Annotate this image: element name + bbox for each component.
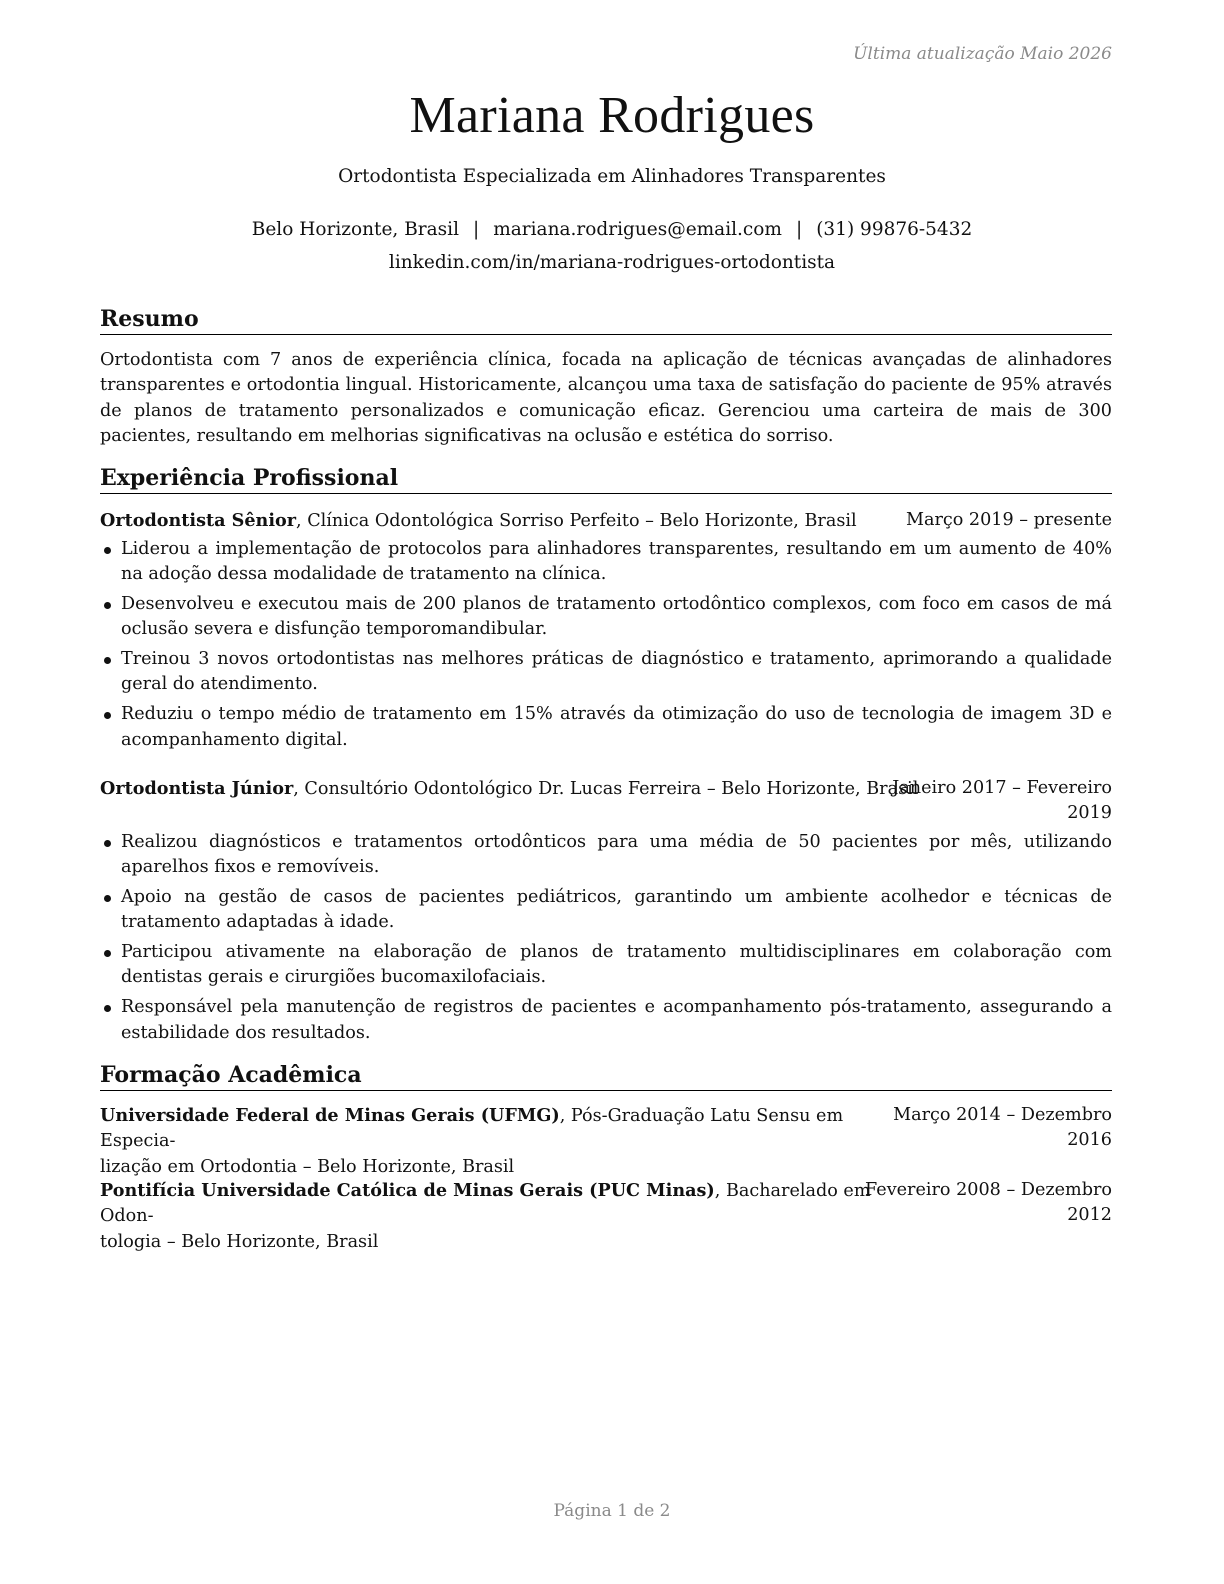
school-name: Pontifícia Universidade Católica de Minas Gerais (PUC Minas): [100, 1180, 715, 1201]
school-name: Universidade Federal de Minas Gerais (UFMG): [100, 1105, 560, 1126]
job-bullets: [100, 537, 1112, 757]
bullet-icon: [104, 840, 111, 847]
bullet-icon: [104, 657, 111, 664]
list-item: Realizou diagnósticos e tratamentos ortodônticos para uma média de 50 pacientes por mês, utilizando aparelhos fixos e removíveis.: [100, 830, 1112, 881]
section-title-experience: Experiência Profissional: [100, 464, 1112, 494]
candidate-name: Mariana Rodrigues: [409, 87, 815, 144]
list-item: Desenvolveu e executou mais de 200 planos de tratamento ortodôntico complexos, com foco em casos de má oclusão severa e disfunção temporomandibular.: [100, 592, 1112, 643]
list-item: Participou ativamente na elaboração de planos de tratamento multidisciplinares em colaboração com dentistas gerais e cirurgiões bucomaxilofaciais.: [100, 940, 1112, 991]
job-dates: Janeiro 2017 – Fevereiro 2019: [892, 778, 1112, 824]
section-title-summary: Resumo: [100, 305, 1112, 335]
job-bullets: [100, 830, 1112, 1050]
education-dates: Março 2014 – Dezembro 2016: [893, 1105, 1112, 1151]
bullet-icon: [104, 895, 111, 902]
bullet-icon: [104, 712, 111, 719]
separator: |: [795, 219, 803, 240]
section-title-education: Formação Acadêmica: [100, 1061, 1112, 1091]
bullet-icon: [104, 602, 111, 609]
degree: , Pós-Graduação Latu Sensu em Especia-: [100, 1106, 844, 1152]
job-org: , Consultório Odontológico Dr. Lucas Ferreira – Belo Horizonte, Brasil: [293, 779, 919, 799]
degree: , Bacharelado em Odon-: [100, 1181, 871, 1227]
bullet-icon: [104, 1005, 111, 1012]
separator: |: [472, 219, 480, 240]
list-item: Responsável pela manutenção de registros de pacientes e acompanhamento pós-tratamento, assegurando a estabilidade dos resultados.: [100, 995, 1112, 1046]
degree-cont: lização em Ortodontia – Belo Horizonte, Brasil: [100, 1156, 515, 1177]
page-number: Página 1 de 2: [553, 1501, 671, 1521]
job-header: [100, 776, 1112, 824]
location: Belo Horizonte, Brasil: [251, 219, 459, 240]
candidate-subtitle: Ortodontista Especializada em Alinhadores Transparentes: [338, 166, 886, 187]
education-entry: [100, 1103, 1112, 1180]
job-org: , Clínica Odontológica Sorriso Perfeito – Belo Horizonte, Brasil: [296, 511, 857, 531]
list-item: Reduziu o tempo médio de tratamento em 15% através da otimização do uso de tecnologia de imagem 3D e acompanhamento digital.: [100, 702, 1112, 753]
degree-cont: tologia – Belo Horizonte, Brasil: [100, 1231, 379, 1252]
job-role: Ortodontista Júnior: [100, 778, 294, 799]
last-updated: Última atualização Maio 2026: [853, 44, 1112, 64]
list-item: Treinou 3 novos ortodontistas nas melhores práticas de diagnóstico e tratamento, aprimorando a qualidade geral do atendimento.: [100, 647, 1112, 698]
linkedin-link[interactable]: linkedin.com/in/mariana-rodrigues-ortodontista: [388, 252, 836, 273]
bullet-icon: [104, 547, 111, 554]
education-entry: [100, 1178, 1112, 1255]
contact-line: [0, 219, 1224, 240]
job-header: [100, 508, 1112, 534]
summary-text: Ortodontista com 7 anos de experiência clínica, focada na aplicação de técnicas avançadas de alinhadores transparentes e ortodontia lingual. Historicamente, alcançou uma taxa de satisfação do paciente de 95% através de planos de tratamento personalizados e comunicação eficaz. Gerenciou uma carteira de mais de 300 pacientes, resultando em melhorias significativas na oclusão e estética do sorriso.: [100, 350, 1112, 446]
list-item: Apoio na gestão de casos de pacientes pediátricos, garantindo um ambiente acolhedor e técnicas de tratamento adaptadas à idade.: [100, 885, 1112, 936]
list-item: Liderou a implementação de protocolos para alinhadores transparentes, resultando em um aumento de 40% na adoção dessa modalidade de tratamento na clínica.: [100, 537, 1112, 588]
job-dates: Março 2019 – presente: [905, 510, 1112, 530]
email-link[interactable]: mariana.rodrigues@email.com: [493, 219, 782, 240]
phone: (31) 99876-5432: [816, 219, 973, 240]
job-role: Ortodontista Sênior: [100, 510, 297, 531]
bullet-icon: [104, 950, 111, 957]
education-dates: Fevereiro 2008 – Dezembro 2012: [865, 1180, 1112, 1226]
